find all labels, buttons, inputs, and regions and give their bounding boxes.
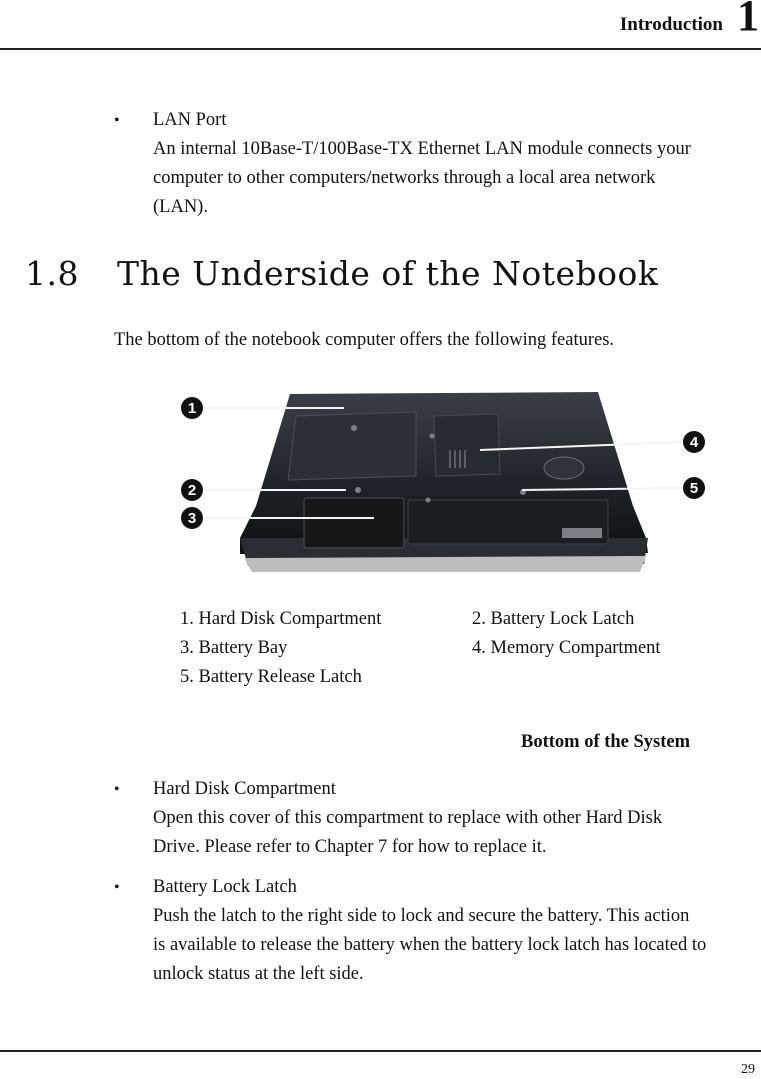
bullet-body — [153, 873, 759, 989]
round-cover — [544, 457, 584, 479]
legend-row — [180, 634, 720, 663]
section-heading — [25, 254, 658, 293]
bullet-line: is available to release the battery when the battery lock latch has located to — [153, 935, 707, 955]
bullet-line: An internal 10Base-T/100Base-TX Ethernet LAN module connects your — [153, 139, 691, 159]
legend-row — [180, 605, 720, 634]
bullet-icon: • — [114, 112, 120, 129]
bullet-body — [153, 106, 756, 222]
bullet-line: (LAN). — [153, 197, 208, 217]
bullet-title: Battery Lock Latch — [153, 877, 297, 897]
bullet-line: Drive. Please refer to Chapter 7 for how to replace it. — [153, 837, 547, 857]
page-header — [0, 0, 761, 50]
callout-number: 4 — [689, 434, 699, 451]
bullet-line: Push the latch to the right side to lock and secure the battery. This action — [153, 906, 690, 926]
bullet-line: unlock status at the left side. — [153, 964, 364, 984]
legend-item: 2. Battery Lock Latch — [472, 609, 635, 629]
battery-pack — [304, 498, 404, 548]
legend-item: 1. Hard Disk Compartment — [180, 609, 382, 629]
notebook-underside-photo — [178, 388, 713, 573]
figure-legend — [180, 605, 720, 692]
callout-5 — [683, 477, 705, 499]
laptop-lower-rim — [244, 556, 646, 572]
callout-4 — [683, 431, 705, 453]
center-panel — [434, 414, 500, 476]
callout-number: 2 — [187, 482, 197, 499]
callout-1 — [181, 397, 203, 419]
callout-3 — [181, 507, 203, 529]
bullet-icon: • — [114, 781, 120, 798]
legend-item: 5. Battery Release Latch — [180, 667, 362, 687]
chapter-title: Introduction — [619, 14, 723, 35]
hdd-cover — [288, 412, 416, 480]
page-number: 29 — [741, 1062, 755, 1077]
bullet-line: Open this cover of this compartment to replace with other Hard Disk — [153, 808, 663, 828]
bullet-line: computer to other computers/networks through a local area network — [153, 168, 656, 188]
bullet-icon: • — [114, 879, 120, 896]
bullet-body — [153, 775, 756, 862]
callout-number: 1 — [187, 400, 197, 417]
bullet-title: LAN Port — [153, 110, 227, 130]
callout-2 — [181, 479, 203, 501]
section-title: The Underside of the Notebook — [117, 254, 659, 293]
callout-number: 5 — [689, 480, 699, 497]
callout-number: 3 — [187, 510, 197, 527]
intro-paragraph: The bottom of the notebook computer offers the following features. — [114, 330, 615, 350]
legend-row — [180, 663, 720, 692]
section-number: 1.8 — [25, 254, 79, 293]
figure-caption: Bottom of the System — [521, 732, 691, 752]
bullet-title: Hard Disk Compartment — [153, 779, 336, 799]
chapter-number: 1 — [737, 0, 759, 40]
footer-rule — [0, 1050, 761, 1052]
rear-port — [562, 528, 602, 538]
legend-item: 3. Battery Bay — [180, 638, 288, 658]
legend-item: 4. Memory Compartment — [472, 638, 661, 658]
